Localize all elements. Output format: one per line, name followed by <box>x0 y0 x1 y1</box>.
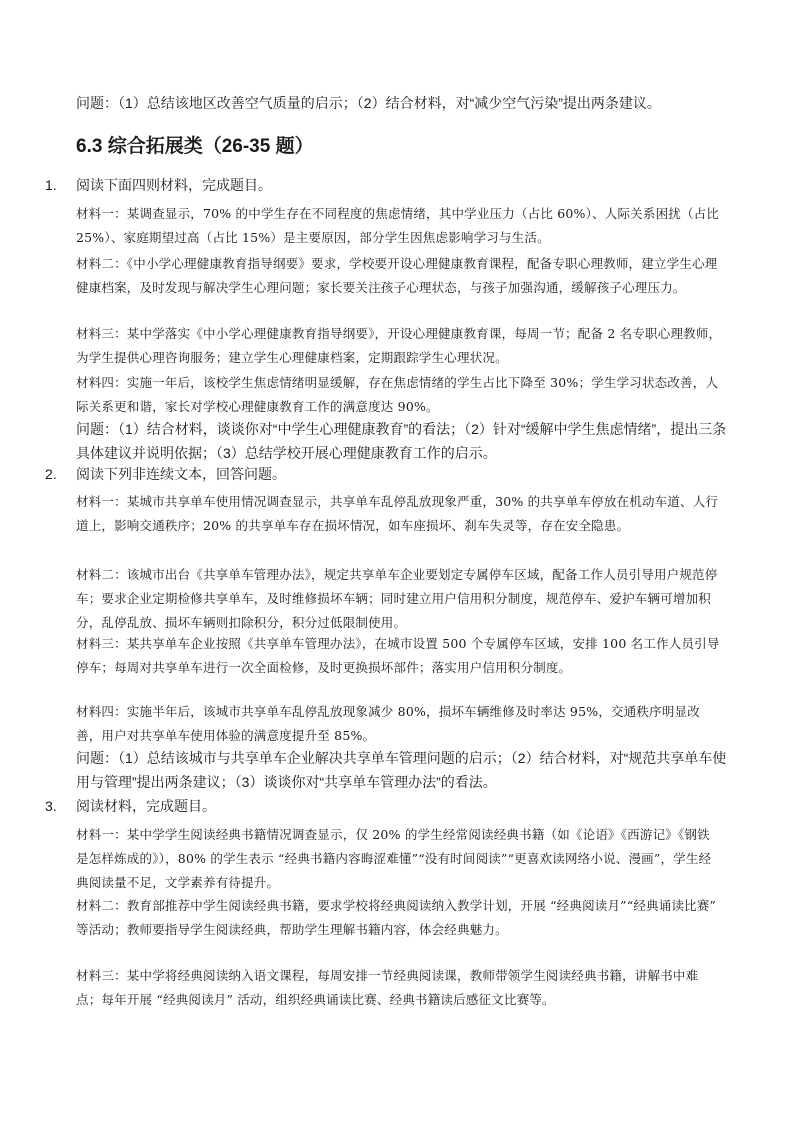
item-lead: 阅读材料，完成题目。 <box>76 798 216 814</box>
item-number: 2. <box>45 466 57 482</box>
material-paragraph: 材料一：某中学学生阅读经典书籍情况调查显示，仅 20% 的学生经常阅读经典书籍（如《论语》《西游记》《钢铁是怎样炼成的》），80% 的学生表示 “经典书籍内容晦涩难懂”“没有时间阅读”“更喜欢读网络小说、漫画”，学生经典阅读量不足，文学素养有待提升。 <box>76 827 712 890</box>
item-lead: 阅读下列非连续文本，回答问题。 <box>76 466 286 482</box>
material-paragraph: 材料四：实施半年后，该城市共享单车乱停乱放现象减少 80%，损坏车辆维修及时率达 95%，交通秩序明显改善，用户对共享单车使用体验的满意度提升至 85%。 <box>76 704 700 743</box>
question-text: 问题：（1）结合材料，谈谈你对“中学生心理健康教育”的看法；（2）针对“缓解中学生焦虑情绪”，提出三条具体建议并说明依据；（3）总结学校开展心理健康教育工作的启示。 <box>76 421 727 461</box>
material-paragraph: 材料一：某调查显示，70% 的中学生存在不同程度的焦虑情绪，其中学业压力（占比 60%）、人际关系困扰（占比 25%）、家庭期望过高（占比 15%）是主要原因，部分学生因焦虑影响学习与生活。 <box>76 206 720 245</box>
item-number: 3. <box>45 798 57 814</box>
material-paragraph: 材料三：某中学将经典阅读纳入语文课程，每周安排一节经典阅读课，教师带领学生阅读经典书籍，讲解书中难点；每年开展 “经典阅读月” 活动，组织经典诵读比赛、经典书籍读后感征文比赛等。 <box>76 968 699 1007</box>
question-text: 问题：（1）总结该地区改善空气质量的启示；（2）结合材料，对“减少空气污染”提出两条建议。 <box>76 95 661 111</box>
material-paragraph: 材料一：某城市共享单车使用情况调查显示，共享单车乱停乱放现象严重，30% 的共享单车停放在机动车道、人行道上，影响交通秩序；20% 的共享单车存在损坏情况，如车座损坏、刹车失灵等，存在安全隐患。 <box>76 494 719 533</box>
material-paragraph: 材料二：该城市出台《共享单车管理办法》，规定共享单车企业要划定专属停车区域，配备工作人员引导用户规范停车；要求企业定期检修共享单车，及时维修损坏车辆；同时建立用户信用积分制度，规范停车、爱护车辆可增加积分，乱停乱放、损坏车辆则扣除积分，积分过低限制使用。 <box>76 567 718 630</box>
material-paragraph: 材料二：《中小学心理健康教育指导纲要》要求，学校要开设心理健康教育课程，配备专职心理教师，建立学生心理健康档案，及时发现与解决学生心理问题；家长要关注孩子心理状态，与孩子加强沟通，缓解孩子心理压力。 <box>76 256 718 295</box>
section-heading: 6.3 综合拓展类（26-35 题） <box>76 136 314 157</box>
question-text: 问题：（1）总结该城市与共享单车企业解决共享单车管理问题的启示；（2）结合材料，对“规范共享单车使用与管理”提出两条建议；（3）谈谈你对“共享单车管理办法”的看法。 <box>76 750 727 790</box>
material-paragraph: 材料四：实施一年后，该校学生焦虑情绪明显缓解，存在焦虑情绪的学生占比下降至 30%；学生学习状态改善，人际关系更和谐，家长对学校心理健康教育工作的满意度达 90%。 <box>76 375 719 414</box>
item-lead: 阅读下面四则材料，完成题目。 <box>76 177 272 193</box>
item-number: 1. <box>45 177 57 193</box>
material-paragraph: 材料三：某中学落实《中小学心理健康教育指导纲要》，开设心理健康教育课，每周一节；配备 2 名专职心理教师，为学生提供心理咨询服务；建立学生心理健康档案，定期跟踪学生心理状况。 <box>76 326 722 365</box>
material-paragraph: 材料二：教育部推荐中学生阅读经典书籍，要求学校将经典阅读纳入教学计划，开展 “经典阅读月”“经典诵读比赛” 等活动；教师要指导学生阅读经典，帮助学生理解书籍内容，体会经典魅力。 <box>76 898 717 937</box>
material-paragraph: 材料三：某共享单车企业按照《共享单车管理办法》，在城市设置 500 个专属停车区域，安排 100 名工作人员引导停车；每周对共享单车进行一次全面检修，及时更换损坏部件；落实用户信用积分制度。 <box>76 636 720 675</box>
